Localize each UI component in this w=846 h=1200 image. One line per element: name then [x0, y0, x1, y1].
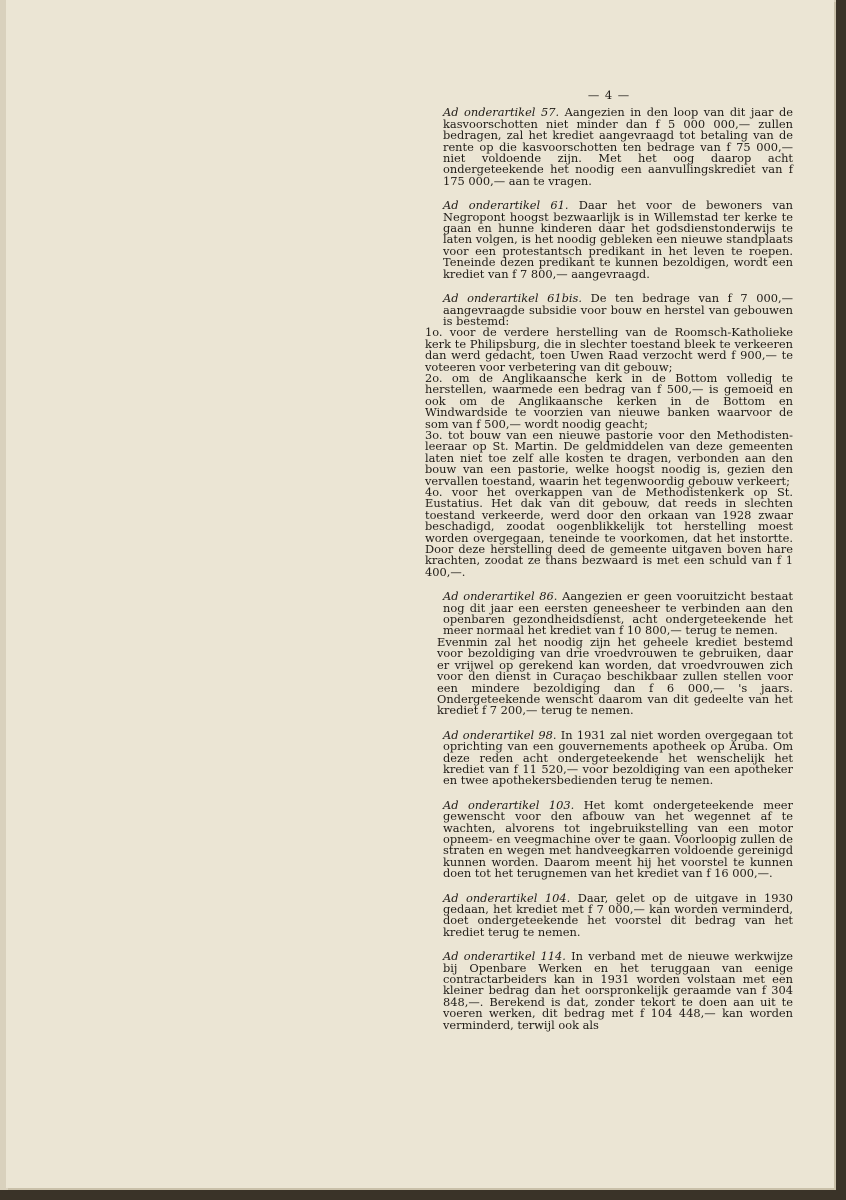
section-text: Aangezien in den loop van dit jaar de kasvoorschotten niet minder dan f 5 000 000,— zullen bedragen, zal het krediet aangevraagd tot betaling van de rente op die kasvoorschotten ten bedrage van f 75 000,— niet voldoende zijn. Met het oog daarop acht ondergeteekende het noodig een aanvullingskrediet van f 175 000,— aan te vragen. [443, 105, 794, 188]
section-61 [425, 200, 793, 280]
section-ref: Ad onderartikel 61bis. [443, 291, 582, 306]
section-98 [425, 727, 793, 788]
section-114 [425, 951, 793, 1031]
section-ref: Ad onderartikel 98. [443, 727, 557, 742]
section-ref: Ad onderartikel 104. [443, 890, 571, 905]
section-57 [425, 107, 793, 187]
page-number: — 4 — [587, 88, 631, 102]
section-text: In 1931 zal niet worden overgegaan tot oprichting van een gouvernements apotheek op Aruba. Om deze reden acht ondergeteekende het wenschelijk het krediet van f 11 520,— voor bezoldiging van een apotheker en twee apothekersbedienden terug te nemen. [443, 727, 793, 788]
section-ref: Ad onderartikel 61. [443, 198, 569, 213]
section-text-continued: Evenmin zal het noodig zijn het geheele krediet bestemd voor bezoldiging van drie vroedvrouwen te gebruiken, daar er vrijwel op gerekend kan worden, dat vroedvrouwen zich voor den dienst in Curaçao beschikbaar zullen stellen voor een mindere bezoldiging dan f 6 000,— 's jaars. Ondergeteekende wenscht daarom van dit gedeelte van het krediet f 7 200,— terug te nemen. [437, 634, 793, 718]
section-ref: Ad onderartikel 103. [443, 797, 575, 812]
section-text: Daar het voor de bewoners van Negropont hoogst bezwaarlijk is in Willemstad ter kerke te gaan en hunne kinderen daar het godsdienstonderwijs te laten volgen, is het noodig gebleken een nieuwe standplaats voor een protestantsch predikant in het leven te roepen. Teneinde dezen predikant te kunnen bezoldigen, wordt een krediet van f 7 800,— aangevraagd. [443, 198, 793, 281]
section-ref: Ad onderartikel 86. [443, 589, 558, 604]
section-ref: Ad onderartikel 57. [443, 105, 560, 120]
section-104 [425, 890, 793, 939]
section-86 [425, 591, 793, 716]
section-103 [425, 797, 793, 881]
list-item: 3o. tot bouw van een nieuwe pastorie voor den Methodisten-leeraar op St. Martin. De geldmiddelen van deze gemeenten laten niet toe zelf alle kosten te dragen, verbonden aan den bouw van een pastorie, welke hoogst noodig is, gezien den vervallen toestand, waarin het tegenwoordig gebouw verkeert; [425, 427, 793, 488]
scan-edge-bottom [0, 1190, 846, 1200]
section-text: In verband met de nieuwe werkwijze bij Openbare Werken en het teruggaan van eenige contractarbeiders kan in 1931 worden volstaan met een kleiner bedrag dan het oorspronkelijk geraamde van f 304 848,—. Berekend is dat, zonder tekort te doen aan uit te voeren werken, dit bedrag met f 104 448,— kan worden verminderd, terwijl ook als [443, 949, 793, 1032]
list-item: 4o. voor het overkappen van de Methodistenkerk op St. Eustatius. Het dak van dit gebouw, dat reeds in slechten toestand verkeerde, werd door den orkaan van 1928 zwaar beschadigd, zoodat oogenblikkelijk tot herstelling moest worden overgegaan, teneinde te voorkomen, dat het instortte. Door deze herstelling deed de gemeente uitgaven boven hare krachten, zoodat ze thans bezwaard is met een schuld van f 1 400,—. [425, 485, 793, 579]
document-text-column [425, 90, 793, 1044]
section-61bis [425, 293, 793, 578]
section-text: Het komt ondergeteekende meer gewenscht voor den afbouw van het wegennet af te wachten, alvorens tot ingebruikstelling van een motor opneem- en veegmachine over te gaan. Voorloopig zullen de straten en wegen met handveegkarren voldoende gereinigd kunnen worden. Daarom meent hij het voorstel te kunnen doen tot het terugnemen van het krediet van f 16 000,—. [443, 797, 793, 881]
list-item: 1o. voor de verdere herstelling van de Roomsch-Katholieke kerk te Philipsburg, die in slechter toestand bleek te verkeeren dan werd gedacht, toen Uwen Raad verzocht werd f 900,— te voteeren voor verbetering van dit gebouw; [425, 325, 793, 374]
section-text: Daar, gelet op de uitgave in 1930 gedaan, het krediet met f 7 000,— kan worden verminderd, doet ondergeteekende het voorstel dit bedrag van het krediet terug te nemen. [443, 890, 793, 939]
list-item: 2o. om de Anglikaansche kerk in de Bottom volledig te herstellen, waarmede een bedrag van f 500,— is gemoeid en ook om de Anglikaansche kerken in de Bottom en Windwardside te voorzien van nieuwe banken waarvoor de som van f 500,— wordt noodig geacht; [425, 370, 793, 431]
scan-edge-right [836, 0, 846, 1200]
section-ref: Ad onderartikel 114. [443, 949, 566, 964]
section-text: Aangezien er geen vooruitzicht bestaat nog dit jaar een eersten geneesheer te verbinden aan den openbaren gezondheidsdienst, acht ondergeteekende het meer normaal het krediet van f 10 800,— terug te nemen. [443, 589, 794, 638]
section-text: De ten bedrage van f 7 000,— aangevraagde subsidie voor bouw en herstel van gebouwen is bestemd: [443, 291, 793, 328]
